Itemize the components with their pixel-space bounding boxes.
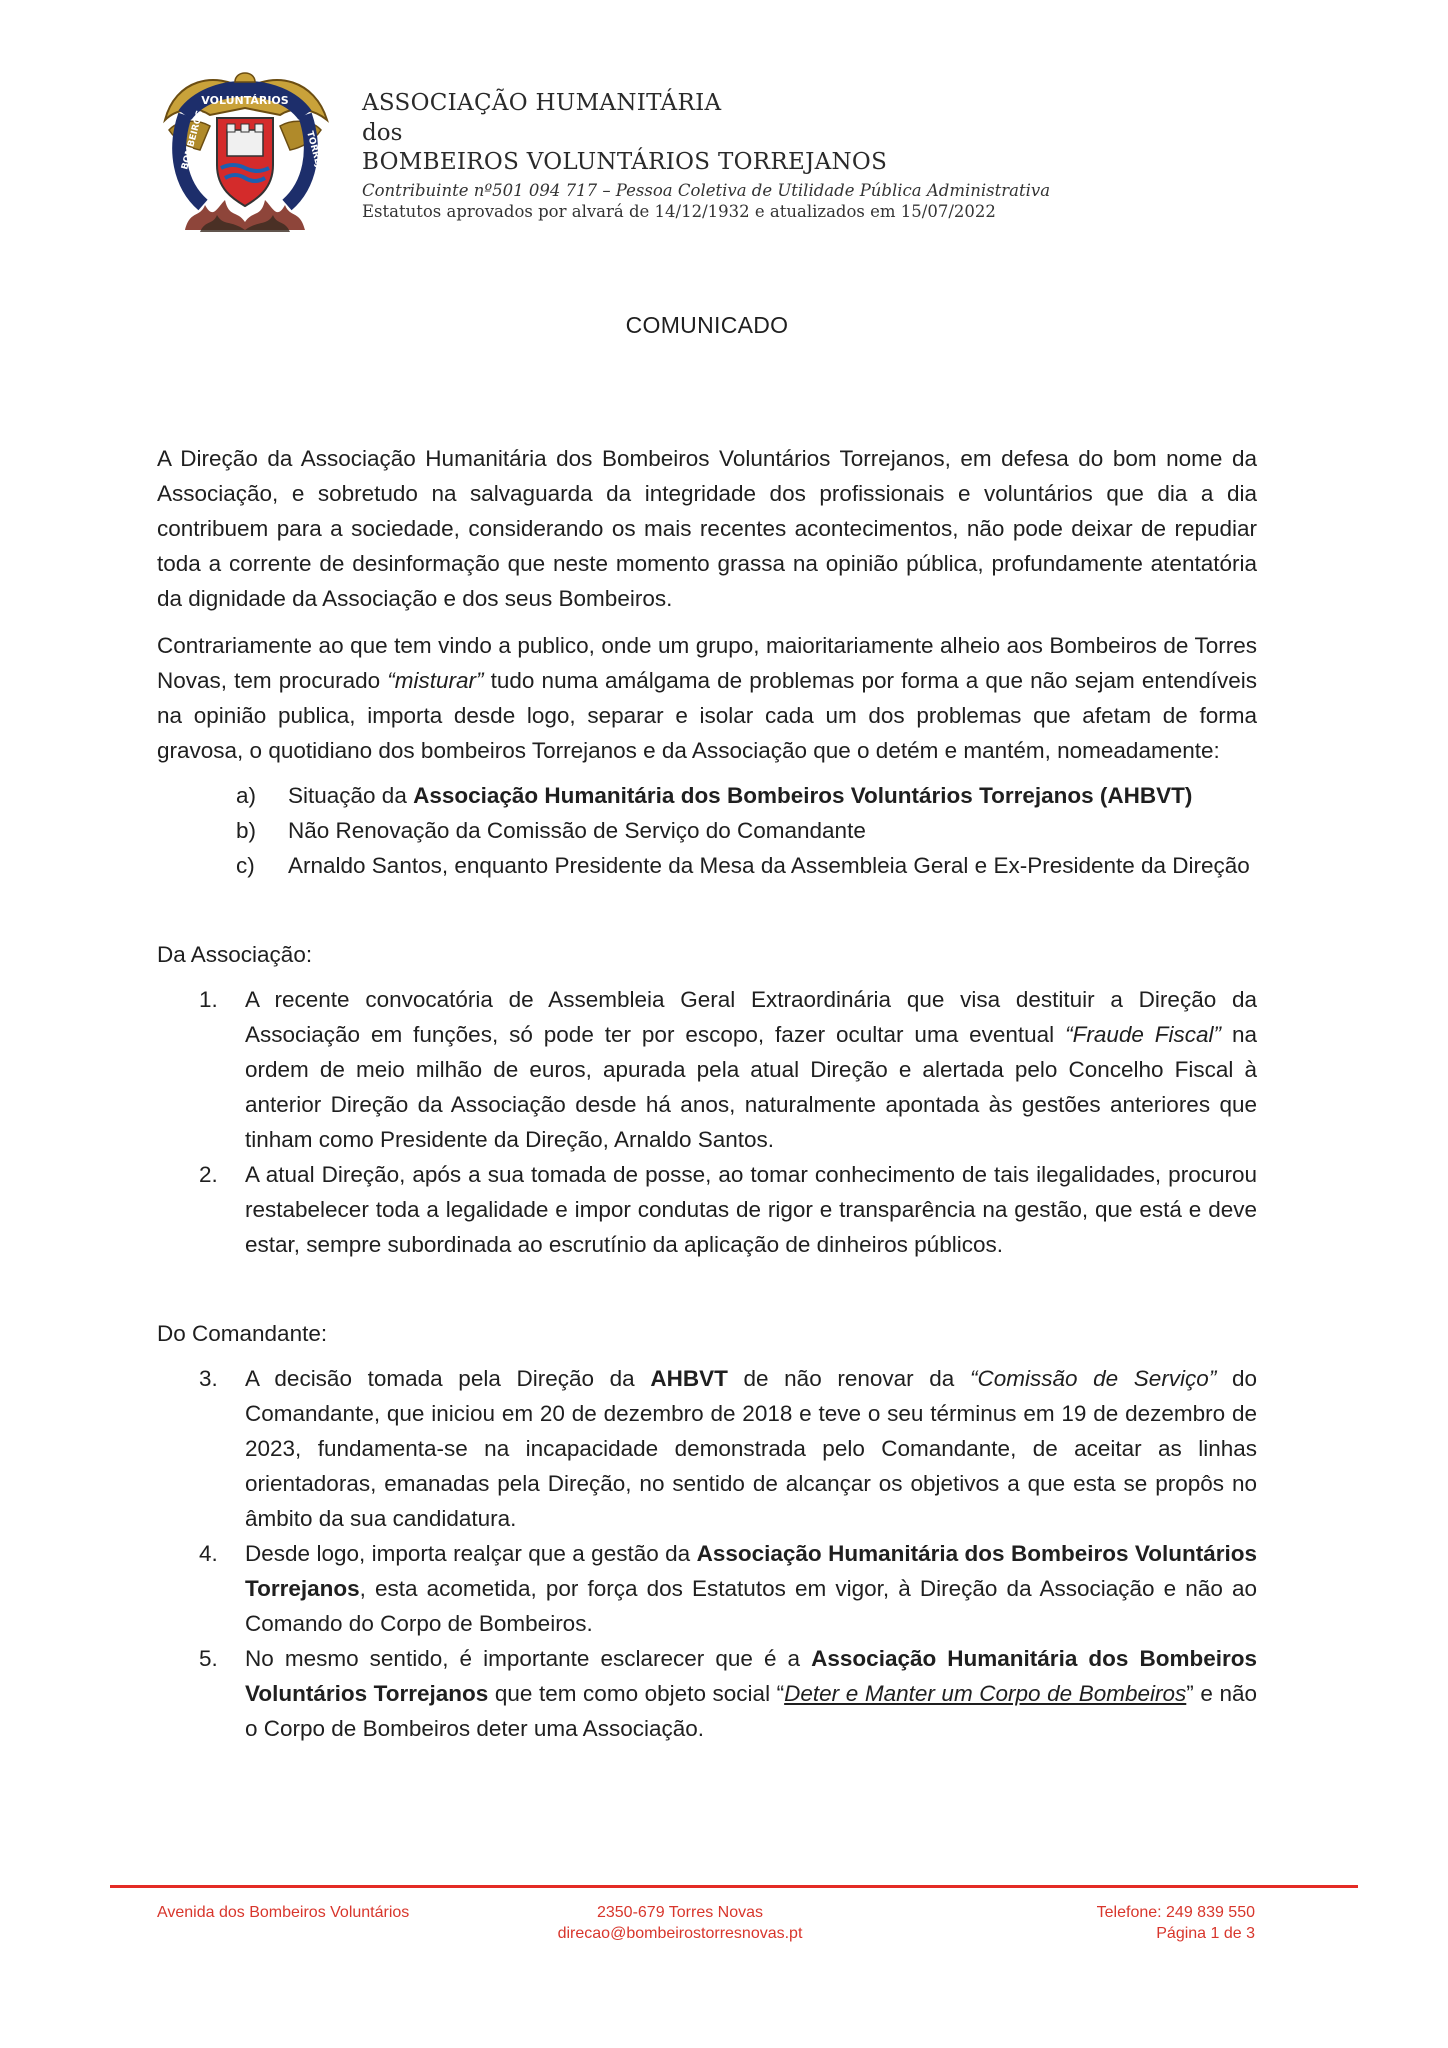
footer-rule — [238, 1885, 1358, 1888]
item-bold: Associação Humanitária dos Bombeiros Voluntários Torrejanos — [245, 1541, 1257, 1601]
org-name-line3: BOMBEIROS VOLUNTÁRIOS TORREJANOS — [362, 149, 888, 175]
item-bold: AHBVT — [650, 1366, 728, 1391]
section-title-association: Da Associação: — [157, 942, 313, 967]
list-marker: c) — [236, 853, 255, 878]
numbered-item — [157, 1157, 1257, 1262]
paragraph-intro: A Direção da Associação Humanitária dos Bombeiros Voluntários Torrejanos, em defesa do bom nome da Associação, e sobretudo na salvaguarda da integridade dos profissionais e voluntários que dia a dia contribuem para a sociedade, considerando os mais recentes acontecimentos, não pode deixar de repudiar toda a corrente de desinformação que neste momento grassa na opinião pública, profundamente atentatória da dignidade da Associação e dos seus Bombeiros. — [157, 446, 1257, 611]
numbered-item — [157, 1641, 1257, 1746]
document-title: COMUNICADO — [625, 312, 789, 338]
paragraph-context-emphasis: “misturar” — [387, 668, 484, 693]
numbered-item — [157, 1361, 1257, 1536]
section-title-commander: Do Comandante: — [157, 1321, 328, 1346]
numbered-item — [157, 1536, 1257, 1641]
paragraph-context — [157, 628, 1257, 768]
item-number: 5. — [199, 1646, 218, 1671]
statutes-line: Estatutos aprovados por alvará de 14/12/1932 e atualizados em 15/07/2022 — [362, 202, 996, 221]
item-number: 1. — [199, 987, 218, 1012]
footer-postal: 2350-679 Torres Novas — [596, 1904, 764, 1921]
footer-contact — [550, 1902, 810, 1944]
letterhead — [362, 88, 1050, 222]
association-logo — [155, 60, 335, 240]
item-text: No mesmo sentido, é importante esclarecer que é a — [245, 1646, 812, 1671]
logo-text-left: BOMBEIROS — [180, 109, 206, 171]
item-text: A recente convocatória de Assembleia Geral Extraordinária que visa destituir a Direção da Associação em funções, só pode ter por escopo, fazer ocultar uma eventual — [245, 987, 1257, 1047]
item-text-2: , esta acometida, por força dos Estatutos em vigor, à Direção da Associação e não ao Comando do Corpo de Bombeiros. — [245, 1576, 1257, 1636]
list-item-text: Não Renovação da Comissão de Serviço do Comandante — [288, 818, 866, 843]
item-text: A atual Direção, após a sua tomada de posse, ao tomar conhecimento de tais ilegalidades, procurou restabelecer toda a legalidade e impor condutas de rigor e transparência na gestão, que está e deve estar, sempre subordinada ao escrutínio da aplicação de dinheiros públicos. — [245, 1162, 1257, 1257]
list-item — [157, 813, 1257, 848]
item-text-3: ” e não o Corpo de Bombeiros deter uma Associação. — [245, 1681, 1257, 1741]
topic-list — [157, 778, 1257, 883]
numbered-list-commander — [157, 1361, 1257, 1746]
item-number: 4. — [199, 1541, 218, 1566]
item-number: 3. — [199, 1366, 218, 1391]
footer-right — [1080, 1902, 1255, 1944]
numbered-list-association — [157, 982, 1257, 1262]
numbered-item — [157, 982, 1257, 1157]
list-item-bold: Associação Humanitária dos Bombeiros Voluntários Torrejanos (AHBVT) — [413, 783, 1193, 808]
item-emphasis: “Comissão de Serviço” — [969, 1366, 1217, 1391]
paragraph-context-text-2: tudo numa amálgama de problemas por forma a que não sejam entendíveis na opinião publica, importa desde logo, separar e isolar cada um dos problemas que afetam de forma gravosa, o quotidiano dos bombeiros Torrejanos e da Associação que o detém e mantém, nomeadamente: — [157, 668, 1257, 763]
footer-address: Avenida dos Bombeiros Voluntários — [157, 1904, 410, 1921]
footer-page-number: Página 1 de 3 — [1156, 1925, 1255, 1942]
item-text-2: na ordem de meio milhão de euros, apurada pela atual Direção e alertada pelo Concelho Fiscal à anterior Direção da Associação desde há anos, naturalmente apontada às gestões anteriores que tinham como Presidente da Direção, Arnaldo Santos. — [245, 1022, 1257, 1152]
item-underlined: Deter e Manter um Corpo de Bombeiros — [784, 1681, 1187, 1706]
list-item — [157, 848, 1257, 883]
item-text-3: do Comandante, que iniciou em 20 de dezembro de 2018 e teve o seu términus em 19 de dezembro de 2023, fundamenta-se na incapacidade demonstrada pelo Comandante, de aceitar as linhas orientadoras, emanadas pela Direção, no sentido de alcançar os objetivos a que esta se propôs no âmbito da sua candidatura. — [245, 1366, 1257, 1531]
item-number: 2. — [199, 1162, 218, 1187]
logo-text-top: VOLUNTÁRIOS — [201, 94, 289, 107]
item-text: Desde logo, importa realçar que a gestão da — [245, 1541, 697, 1566]
item-emphasis: “Fraude Fiscal” — [1065, 1022, 1222, 1047]
logo-text-right: TORREJANOS — [304, 130, 331, 197]
item-text-2: de não renovar da — [727, 1366, 970, 1391]
item-text: A decisão tomada pela Direção da — [245, 1366, 651, 1391]
org-name-line1: ASSOCIAÇÃO HUMANITÁRIA — [362, 90, 722, 116]
list-marker: b) — [236, 818, 257, 843]
list-marker: a) — [236, 783, 257, 808]
list-item — [157, 778, 1257, 813]
document-body — [157, 308, 1257, 1746]
tax-id-line: Contribuinte nº501 094 717 – Pessoa Coletiva de Utilidade Pública Administrativa — [362, 181, 1051, 200]
item-text-2: que tem como objeto social “ — [488, 1681, 785, 1706]
footer-phone: Telefone: 249 839 550 — [1096, 1904, 1255, 1921]
org-name-line2: dos — [362, 120, 403, 146]
paragraph-context-text: Contrariamente ao que tem vindo a publico, onde um grupo, maioritariamente alheio aos Bombeiros de Torres Novas, tem procurado — [157, 633, 1257, 693]
list-item-text: Situação da — [288, 783, 414, 808]
item-bold: Associação Humanitária dos Bombeiros Voluntários Torrejanos — [245, 1646, 1257, 1706]
list-item-text: Arnaldo Santos, enquanto Presidente da Mesa da Assembleia Geral e Ex-Presidente da Direção — [288, 853, 1250, 878]
footer-rule-left — [110, 1885, 238, 1888]
footer-email[interactable]: direcao@bombeirostorresnovas.pt — [557, 1925, 803, 1942]
